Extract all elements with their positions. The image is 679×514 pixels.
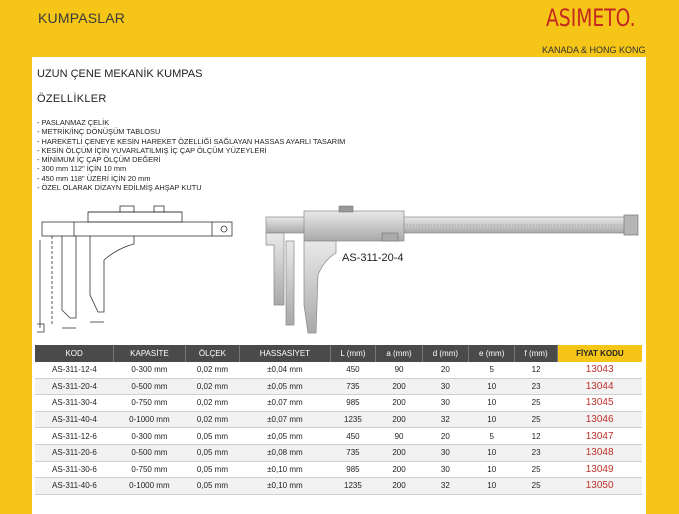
product-subtitle: UZUN ÇENE MEKANİK KUMPAS — [37, 68, 203, 80]
table-cell: 10 — [469, 461, 515, 478]
column-header: KOD — [35, 345, 114, 362]
column-header: e (mm) — [469, 345, 515, 362]
table-cell: 735 — [330, 378, 376, 395]
table-cell: 12 — [515, 362, 557, 378]
table-row — [35, 395, 642, 412]
table-cell: ±0,07 mm — [240, 395, 330, 412]
specs-table — [35, 345, 642, 495]
table-cell: ±0,04 mm — [240, 362, 330, 378]
table-cell: ±0,05 mm — [240, 428, 330, 445]
table-body — [35, 362, 642, 494]
table-cell: 200 — [376, 478, 422, 495]
table-cell: 0,02 mm — [185, 395, 240, 412]
table-cell: 25 — [515, 411, 557, 428]
table-cell: 25 — [515, 395, 557, 412]
column-header: d (mm) — [422, 345, 468, 362]
table-cell: 0,02 mm — [185, 362, 240, 378]
table-row — [35, 444, 642, 461]
table-cell: 200 — [376, 378, 422, 395]
column-header: a (mm) — [376, 345, 422, 362]
price-code-cell: 13047 — [557, 428, 642, 445]
table-cell: 0-300 mm — [114, 428, 185, 445]
table-header-row — [35, 345, 642, 362]
column-header: f (mm) — [515, 345, 557, 362]
table-cell: 30 — [422, 461, 468, 478]
table-cell: 985 — [330, 461, 376, 478]
table-cell: 25 — [515, 461, 557, 478]
table-row — [35, 478, 642, 495]
price-code-cell: 13049 — [557, 461, 642, 478]
table-cell: 1235 — [330, 478, 376, 495]
table-cell: 200 — [376, 395, 422, 412]
table-cell: 20 — [422, 428, 468, 445]
table-cell: 735 — [330, 444, 376, 461]
table-row — [35, 411, 642, 428]
table-cell: ±0,07 mm — [240, 411, 330, 428]
caliper-photo — [264, 205, 644, 335]
table-cell: 90 — [376, 362, 422, 378]
table-cell: 5 — [469, 428, 515, 445]
features-list — [37, 118, 345, 192]
brand-subtitle: KANADA & HONG KONG — [542, 45, 646, 55]
table-cell: 32 — [422, 478, 468, 495]
table-cell: 10 — [469, 378, 515, 395]
table-cell: 30 — [422, 444, 468, 461]
table-cell: 1235 — [330, 411, 376, 428]
table-cell: 32 — [422, 411, 468, 428]
feature-item: - 300 mm 112" İÇİN 10 mm — [37, 164, 127, 174]
table-row — [35, 378, 642, 395]
table-cell: 25 — [515, 478, 557, 495]
content-panel — [32, 57, 646, 514]
table-cell: ±0,05 mm — [240, 378, 330, 395]
table-cell: 0-1000 mm — [114, 411, 185, 428]
column-header-price: FİYAT KODU — [557, 345, 642, 362]
table-cell: 450 — [330, 428, 376, 445]
table-cell: 0-750 mm — [114, 461, 185, 478]
table-cell: 10 — [469, 478, 515, 495]
table-cell: 0,05 mm — [185, 461, 240, 478]
column-header: L (mm) — [330, 345, 376, 362]
table-cell: 985 — [330, 395, 376, 412]
table-row — [35, 362, 642, 378]
caliper-technical-drawing — [32, 200, 237, 340]
table-cell: ±0,10 mm — [240, 461, 330, 478]
features-title: ÖZELLİKLER — [37, 93, 107, 105]
table-row — [35, 461, 642, 478]
page-title: KUMPASLAR — [38, 10, 126, 26]
table-cell: 200 — [376, 461, 422, 478]
table-cell: AS-311-40-4 — [35, 411, 114, 428]
feature-item: - ÖZEL OLARAK DİZAYN EDİLMİŞ AHŞAP KUTU — [37, 183, 202, 193]
table-cell: 10 — [469, 395, 515, 412]
table-cell: AS-311-20-4 — [35, 378, 114, 395]
price-code-cell: 13048 — [557, 444, 642, 461]
table-cell: 10 — [469, 411, 515, 428]
brand-logo: ASIMETO. — [546, 4, 636, 32]
table-cell: 12 — [515, 428, 557, 445]
feature-item: - HAREKETLİ ÇENEYE KESİN HAREKET ÖZELLİĞİ SAĞLAYAN HASSAS AYARLI TASARIM — [37, 136, 346, 146]
table-cell: AS-311-20-6 — [35, 444, 114, 461]
table-cell: 450 — [330, 362, 376, 378]
table-cell: 200 — [376, 411, 422, 428]
feature-item: - MİNİMUM İÇ ÇAP ÖLÇÜM DEĞERİ — [37, 155, 161, 165]
table-cell: AS-311-12-4 — [35, 362, 114, 378]
table-cell: 30 — [422, 378, 468, 395]
price-code-cell: 13044 — [557, 378, 642, 395]
table-cell: 30 — [422, 395, 468, 412]
table-cell: 0-500 mm — [114, 378, 185, 395]
table-cell: 0-500 mm — [114, 444, 185, 461]
table-cell: 0,05 mm — [185, 444, 240, 461]
price-code-cell: 13045 — [557, 395, 642, 412]
column-header: HASSASİYET — [240, 345, 330, 362]
table-cell: 0,02 mm — [185, 378, 240, 395]
table-cell: 0,05 mm — [185, 428, 240, 445]
table-cell: 20 — [422, 362, 468, 378]
table-cell: 90 — [376, 428, 422, 445]
table-cell: 0-750 mm — [114, 395, 185, 412]
column-header: ÖLÇEK — [185, 345, 240, 362]
feature-item: - METRİK/İNÇ DÖNÜŞÜM TABLOSU — [37, 127, 161, 137]
table-cell: AS-311-30-4 — [35, 395, 114, 412]
table-cell: 0,05 mm — [185, 478, 240, 495]
table-cell: 0-300 mm — [114, 362, 185, 378]
feature-item: - 450 mm 118" ÜZERİ İÇİN 20 mm — [37, 173, 151, 183]
table-row — [35, 428, 642, 445]
table-cell: 0,02 mm — [185, 411, 240, 428]
feature-item: - KESİN ÖLÇÜM İÇİN YUVARLATILMIŞ İÇ ÇAP ÖLÇÜM YÜZEYLERİ — [37, 145, 267, 155]
column-header: KAPASİTE — [114, 345, 185, 362]
price-code-cell: 13043 — [557, 362, 642, 378]
table-cell: 5 — [469, 362, 515, 378]
table-cell: ±0,10 mm — [240, 478, 330, 495]
table-cell: 10 — [469, 444, 515, 461]
table-cell: AS-311-12-6 — [35, 428, 114, 445]
table-cell: 23 — [515, 378, 557, 395]
feature-item: - PASLANMAZ ÇELİK — [37, 118, 110, 127]
table-cell: AS-311-30-6 — [35, 461, 114, 478]
price-code-cell: 13046 — [557, 411, 642, 428]
table-cell: 23 — [515, 444, 557, 461]
model-label: AS-311-20-4 — [342, 252, 404, 264]
table-cell: ±0,08 mm — [240, 444, 330, 461]
table-cell: 200 — [376, 444, 422, 461]
table-cell: 0-1000 mm — [114, 478, 185, 495]
price-code-cell: 13050 — [557, 478, 642, 495]
table-cell: AS-311-40-6 — [35, 478, 114, 495]
